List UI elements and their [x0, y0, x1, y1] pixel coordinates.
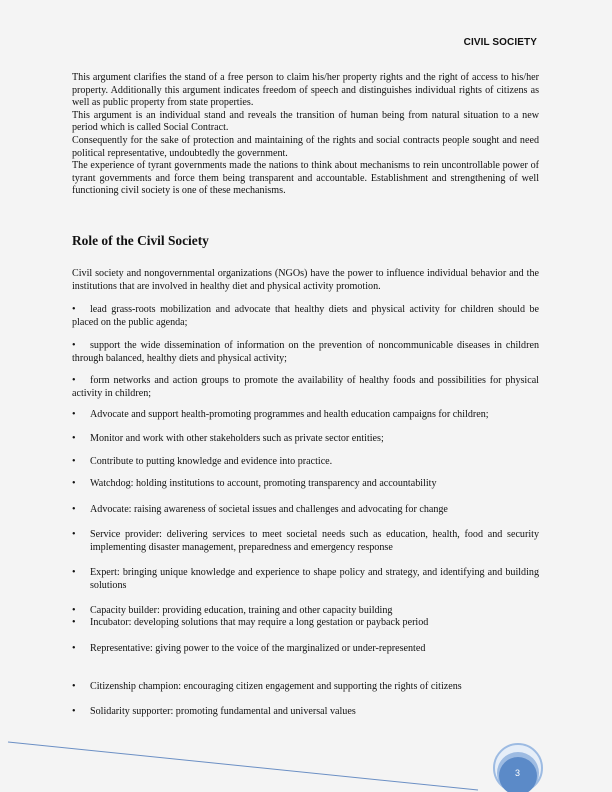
list-item-text: Service provider: delivering services to meet societal needs such as education, health, food and security implementing disaster management, preparedness and emergency response	[90, 529, 539, 553]
intro-paragraph-4: The experience of tyrant governments made the nations to think about mechanisms to rein uncontrollable power of tyrant governments and force them being transparent and accountable. Establishment and strengthening of well functioning civil society is one of these mechanisms.	[72, 160, 539, 197]
bullet-icon: •	[72, 643, 76, 654]
list-item-text: form networks and action groups to promote the availability of healthy foods and possibilities for physical activity in children;	[72, 375, 539, 399]
bullet-icon: •	[72, 340, 76, 351]
list-item-text: Expert: bringing unique knowledge and experience to shape policy and strategy, and identifying and building solutions	[90, 567, 539, 591]
bullet-icon: •	[72, 529, 76, 540]
intro-paragraph-1: This argument clarifies the stand of a free person to claim his/her property rights and the right of access to his/her property. Additionally this argument indicates freedom of speech and distinguishes individual rights of citizens as well as public property from state properties.	[72, 72, 539, 109]
bullet-icon: •	[72, 478, 76, 489]
bullet-icon: •	[72, 375, 76, 386]
list-item-text: Incubator: developing solutions that may require a long gestation or payback period	[90, 617, 429, 628]
bullet-icon: •	[72, 681, 76, 692]
bullet-icon: •	[72, 605, 76, 616]
bullet-icon: •	[72, 409, 76, 420]
list-item-text: Contribute to putting knowledge and evidence into practice.	[90, 456, 333, 467]
list-item-text: Advocate and support health-promoting programmes and health education campaigns for children;	[90, 409, 489, 420]
intro-paragraph-3: Consequently for the sake of protection and maintaining of the rights and social contracts people sought and need political representative, undoubtedly the government.	[72, 134, 539, 159]
bullet-icon: •	[72, 706, 76, 717]
bullet-icon: •	[72, 456, 76, 467]
bullet-icon: •	[72, 504, 76, 515]
lead-paragraph: Civil society and nongovernmental organizations (NGOs) have the power to influence individual behavior and the institutions that are involved in healthy diet and physical activity promotion.	[72, 268, 539, 292]
bullet-icon: •	[72, 433, 76, 444]
header-title: CIVIL SOCIETY	[463, 37, 537, 48]
page-number: 3	[514, 768, 520, 778]
list-item-text: support the wide dissemination of information on the prevention of noncommunicable diseases in children through balanced, healthy diets and physical activity;	[72, 340, 539, 364]
bullet-icon: •	[72, 304, 76, 315]
list-item-text: Monitor and work with other stakeholders such as private sector entities;	[90, 433, 384, 444]
list-item-text: Citizenship champion: encouraging citizen engagement and supporting the rights of citizens	[90, 681, 462, 692]
list-item-text: Watchdog: holding institutions to account, promoting transparency and accountability	[90, 478, 437, 489]
intro-paragraph-2: This argument is an individual stand and reveals the transition of human being from natural situation to a new period which is called Social Contract.	[72, 109, 539, 134]
bullet-icon: •	[72, 617, 76, 628]
list-item-text: Representative: giving power to the voice of the marginalized or under-represented	[90, 643, 426, 654]
footer-rule	[8, 742, 478, 790]
bullet-icon: •	[72, 567, 76, 578]
list-item-text: lead grass-roots mobilization and advocate that healthy diets and physical activity for children should be placed on the public agenda;	[72, 304, 539, 328]
list-item-text: Solidarity supporter: promoting fundamental and universal values	[90, 706, 356, 717]
section-heading: Role of the Civil Society	[72, 233, 209, 248]
list-item-text: Capacity builder: providing education, training and other capacity building	[90, 605, 393, 616]
list-item-text: Advocate: raising awareness of societal issues and challenges and advocating for change	[90, 504, 448, 515]
